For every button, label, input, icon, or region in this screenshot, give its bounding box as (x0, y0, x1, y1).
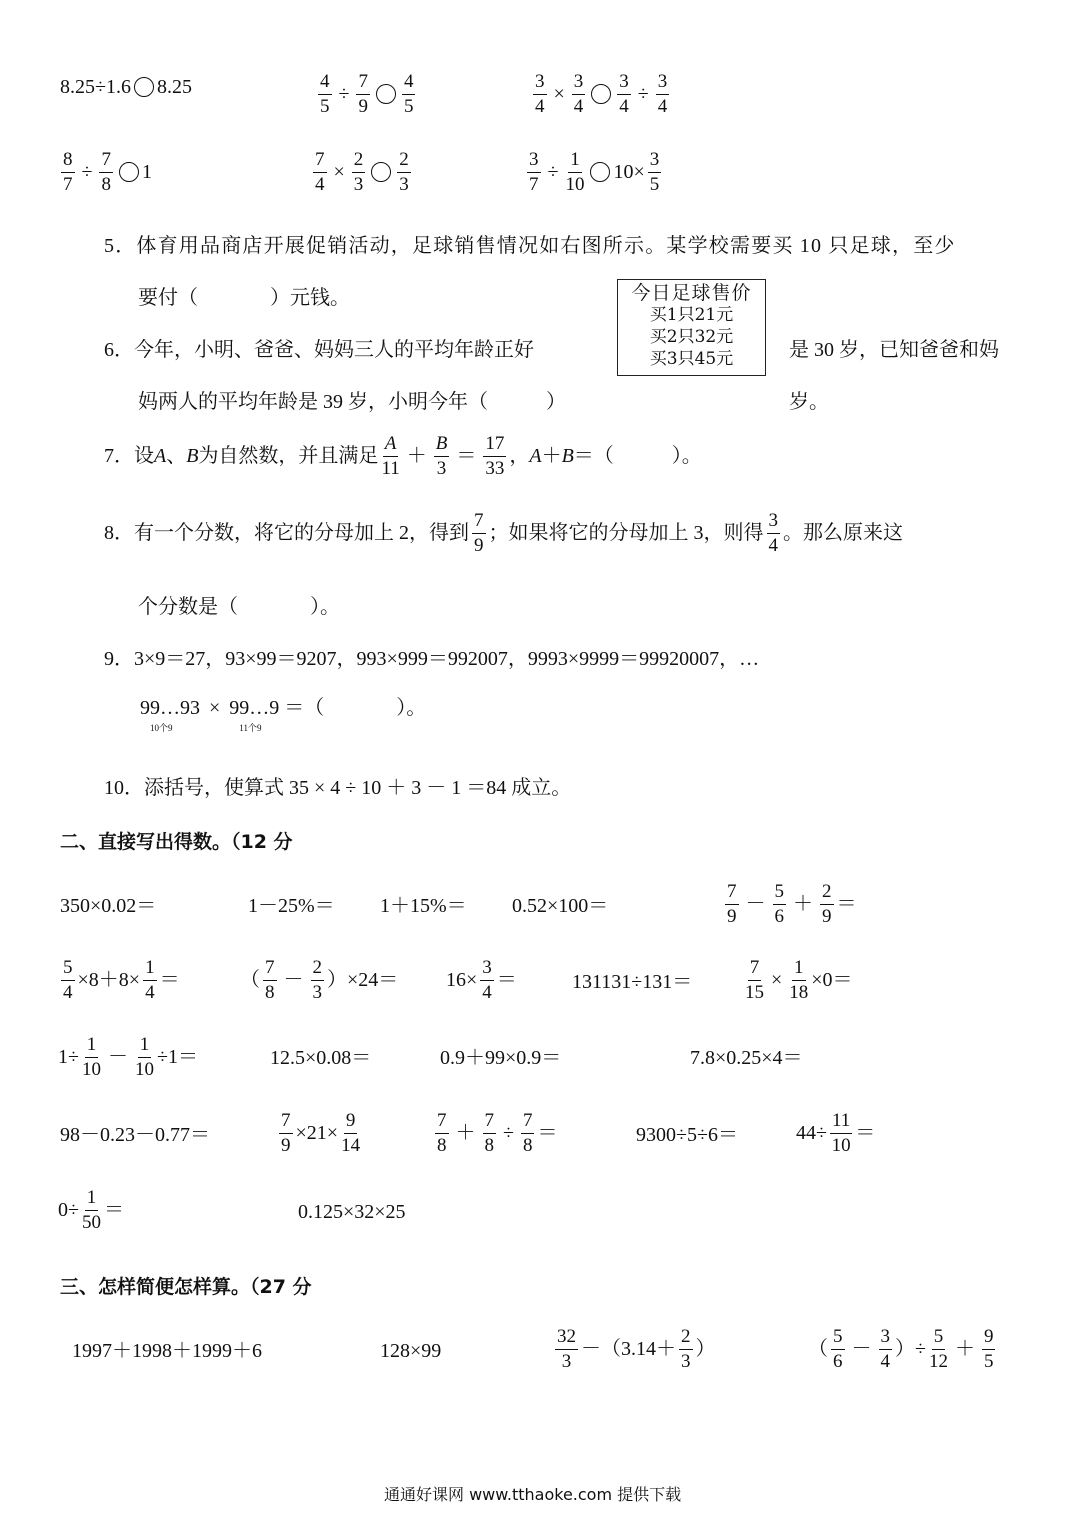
q6-line2c: 岁。 (789, 391, 829, 413)
operator: ＝ (103, 1199, 124, 1222)
expr: 16× (446, 969, 478, 992)
expr: ×8＋8× (77, 969, 141, 992)
under-note: 10个9 (150, 723, 173, 733)
q9-line1: 9．3×9＝27，93×99＝9207，993×999＝992007，9993×9999＝99920007，… (104, 648, 760, 670)
compare-r2c3 (524, 150, 664, 195)
calc: 98－0.23－0.77＝ (60, 1124, 210, 1146)
fraction: $\frac{7}{8}$ (101, 149, 111, 195)
compare-circle[interactable] (371, 162, 391, 182)
fraction: $\frac{7}{8}$ (484, 1110, 494, 1156)
calc (552, 1327, 716, 1372)
q5-text: 要付（ (138, 287, 198, 309)
calc: 0.52×100＝ (512, 895, 609, 917)
expr: ） (695, 1338, 716, 1361)
fraction: $\frac{2}{9}$ (822, 881, 832, 927)
fraction: $\frac{4}{5}$ (320, 71, 330, 117)
compare-r1c1 (60, 77, 192, 97)
fraction: $\frac{7}{4}$ (315, 149, 325, 195)
calc: 9300÷5÷6＝ (636, 1124, 738, 1146)
fraction: $\frac{7}{9}$ (727, 881, 737, 927)
fraction: $\frac{5}{6}$ (774, 881, 784, 927)
q10: 10．添括号，使算式 35 × 4 ÷ 10 ＋ 3 － 1 ＝84 成立。 (104, 777, 572, 799)
fraction: $\frac{7}{15}$ (745, 957, 764, 1003)
q7-text: 7．设 (104, 445, 154, 468)
q6-line1a: 6．今年，小明、爸爸、妈妈三人的平均年龄正好 (104, 339, 534, 361)
calc (722, 882, 857, 927)
q8-line1 (104, 511, 903, 556)
expr: 99…93 (140, 697, 200, 719)
q8-text: ；如果将它的分母加上 3，则得 (488, 522, 764, 545)
fraction: $\frac{11}{10}$ (831, 1110, 851, 1156)
operator: × (333, 161, 345, 184)
operator: ＝ (496, 969, 517, 992)
calc: 0.9＋99×0.9＝ (440, 1047, 562, 1069)
price-row: 买2只32元 (649, 327, 734, 347)
expr: ×0＝ (811, 969, 853, 992)
compare-circle[interactable] (590, 162, 610, 182)
var-b: B (561, 445, 574, 468)
q8-text: 。那么原来这 (783, 522, 903, 545)
operator: ÷ (81, 161, 93, 184)
operator: ÷ (547, 161, 559, 184)
q6-line2 (138, 392, 566, 412)
var-b: B (186, 445, 199, 468)
fraction: $\frac{7}{8}$ (522, 1110, 533, 1156)
expr: ÷1＝ (156, 1046, 198, 1069)
compare-r2c1 (58, 150, 152, 195)
operator: － (283, 969, 304, 992)
calc: 1－25%＝ (248, 895, 335, 917)
operator: － (745, 893, 766, 916)
q5-line1: 5．体育用品商店开展促销活动，足球销售情况如右图所示。某学校需要买 10 只足球，至少 (104, 235, 956, 257)
compare-r2c2 (310, 150, 414, 195)
fraction: $\frac{2}{3}$ (312, 957, 322, 1003)
calc: 1997＋1998＋1999＋6 (72, 1340, 262, 1362)
expr: 8.25 (156, 76, 192, 98)
expr: ）×24＝ (327, 969, 399, 992)
price-row: 买3只45元 (649, 349, 734, 369)
fraction: $\frac{32}{3}$ (557, 1326, 576, 1372)
q7-text: ， (509, 445, 530, 468)
fraction: $\frac{2}{3}$ (681, 1326, 691, 1372)
calc: 0.125×32×25 (298, 1201, 406, 1223)
q9-text: ）。 (396, 697, 427, 719)
fraction: $\frac{2}{3}$ (399, 149, 409, 195)
expr: 1÷ (58, 1046, 79, 1069)
operator: － (107, 1046, 128, 1069)
expr: 99…9 (229, 697, 280, 719)
q6-text: ） (546, 391, 566, 413)
compare-r1c2 (315, 72, 418, 117)
compare-circle[interactable] (591, 84, 611, 104)
fraction: $\frac{3}{5}$ (649, 149, 660, 195)
q8-line2 (138, 597, 340, 617)
var-a: A (154, 445, 167, 468)
operator: ÷ (503, 1122, 514, 1145)
fraction: $\frac{1}{10}$ (134, 1034, 154, 1080)
compare-circle[interactable] (119, 162, 139, 182)
expr: ）÷ (895, 1338, 926, 1361)
fraction: $\frac{5}{12}$ (928, 1326, 948, 1372)
operator: ＝ (537, 1122, 558, 1145)
operator: ＝ (456, 445, 477, 468)
under-note: 11个9 (239, 723, 262, 733)
expr: 10× (613, 161, 645, 184)
calc (742, 958, 853, 1003)
compare-circle[interactable] (376, 84, 396, 104)
fraction: $\frac{7}{8}$ (265, 957, 275, 1003)
operator: ＋ (793, 893, 813, 916)
q6-line1b: 是 30 岁，已知爸爸和妈 (789, 339, 999, 361)
fraction: $\frac{1}{18}$ (789, 957, 809, 1003)
fraction: $\frac{7}{9}$ (474, 510, 484, 556)
fraction: $\frac{17}{33}$ (485, 433, 505, 479)
q8-text: ）。 (310, 596, 340, 618)
footer-text: 通通好课网 www.tthaoke.com 提供下载 (384, 1485, 682, 1504)
operator: ＝ (855, 1122, 876, 1145)
fraction: $\frac{3}{4}$ (535, 71, 545, 117)
q9-expr-b (229, 697, 280, 733)
fraction: $\frac{8}{7}$ (63, 149, 73, 195)
expr: －（3.14＋ (581, 1338, 676, 1361)
calc (240, 958, 398, 1003)
price-box (617, 279, 766, 376)
calc (808, 1327, 998, 1372)
fraction: $\frac{1}{10}$ (565, 149, 585, 195)
operator: ＋ (541, 445, 562, 468)
fraction: $\frac{3}{4}$ (573, 71, 584, 117)
q8-text: 8．有一个分数，将它的分母加上 2，得到 (104, 522, 469, 545)
fraction: $\frac{5}{6}$ (833, 1326, 843, 1372)
operator: × (553, 83, 565, 106)
calc: 7.8×0.25×4＝ (690, 1047, 803, 1069)
fraction: $\frac{7}{8}$ (437, 1110, 447, 1156)
operator: ÷ (637, 83, 649, 106)
calc (276, 1111, 363, 1156)
q7-text: ）。 (671, 445, 702, 468)
q7 (104, 434, 702, 479)
expr: （ (808, 1338, 828, 1361)
calc: 131131÷131＝ (572, 971, 693, 993)
fraction: $\frac{2}{3}$ (353, 149, 364, 195)
fraction: $\frac{3}{4}$ (619, 71, 629, 117)
fraction: $\frac{4}{5}$ (403, 71, 414, 117)
fraction: $\frac{5}{4}$ (63, 957, 73, 1003)
fraction: $\frac{3}{4}$ (880, 1326, 890, 1372)
q9-text: ＝（ (284, 697, 325, 719)
q9-expr-a (140, 697, 200, 733)
calc: 128×99 (380, 1340, 442, 1362)
calc (58, 1188, 124, 1233)
calc: 12.5×0.08＝ (270, 1047, 372, 1069)
fraction: $\frac{3}{4}$ (482, 957, 492, 1003)
section3-heading: 三、怎样简便怎样算。（27 分 (60, 1276, 312, 1298)
fraction: $\frac{3}{4}$ (657, 71, 668, 117)
operator: ＝ (836, 893, 857, 916)
operator: － (851, 1338, 872, 1361)
fraction: $\frac{B}{3}$ (435, 433, 448, 479)
calc: 350×0.02＝ (60, 895, 157, 917)
expr: 8.25÷1.6 (60, 76, 131, 98)
calc (796, 1111, 875, 1156)
price-box-title: 今日足球售价 (631, 282, 752, 304)
q9-line2 (140, 697, 427, 733)
fraction: $\frac{A}{11}$ (381, 433, 400, 479)
fraction: $\frac{7}{9}$ (358, 71, 368, 117)
fraction: $\frac{7}{9}$ (281, 1110, 291, 1156)
fraction: $\frac{1}{50}$ (81, 1187, 101, 1233)
operator: × (209, 697, 221, 719)
operator: ＋ (455, 1122, 476, 1145)
operator: ＋ (406, 445, 427, 468)
expr: （ (240, 969, 260, 992)
calc (446, 958, 517, 1003)
expr: ×21× (295, 1122, 339, 1145)
var-a: A (529, 445, 542, 468)
fraction: $\frac{9}{5}$ (983, 1326, 994, 1372)
operator: ＋ (954, 1338, 975, 1361)
expr: 44÷ (796, 1122, 827, 1145)
q5-line2 (138, 288, 350, 308)
compare-circle[interactable] (134, 77, 154, 97)
q7-text: 、 (166, 445, 187, 468)
operator: × (771, 969, 783, 992)
operator: ＝ (159, 969, 180, 992)
calc (432, 1111, 557, 1156)
expr: 1 (141, 161, 152, 184)
calc: 1＋15%＝ (380, 895, 467, 917)
q5-text: ）元钱。 (270, 287, 350, 309)
q8-text: 个分数是（ (138, 596, 238, 618)
fraction: $\frac{3}{7}$ (529, 149, 539, 195)
calc (58, 958, 180, 1003)
q6-text: 妈两人的平均年龄是 39 岁，小明今年（ (138, 391, 488, 413)
operator: ÷ (338, 83, 350, 106)
q7-text: 为自然数，并且满足 (198, 445, 379, 468)
calc (58, 1035, 198, 1080)
expr: 0÷ (58, 1199, 79, 1222)
fraction: $\frac{1}{10}$ (81, 1034, 101, 1080)
fraction: $\frac{1}{4}$ (145, 957, 155, 1003)
q7-text: ＝（ (573, 445, 614, 468)
fraction: $\frac{9}{14}$ (341, 1110, 361, 1156)
price-row: 买1只21元 (649, 305, 734, 325)
section2-heading: 二、直接写出得数。（12 分 (60, 831, 293, 853)
fraction: $\frac{3}{4}$ (768, 510, 778, 556)
compare-r1c3 (530, 72, 672, 117)
